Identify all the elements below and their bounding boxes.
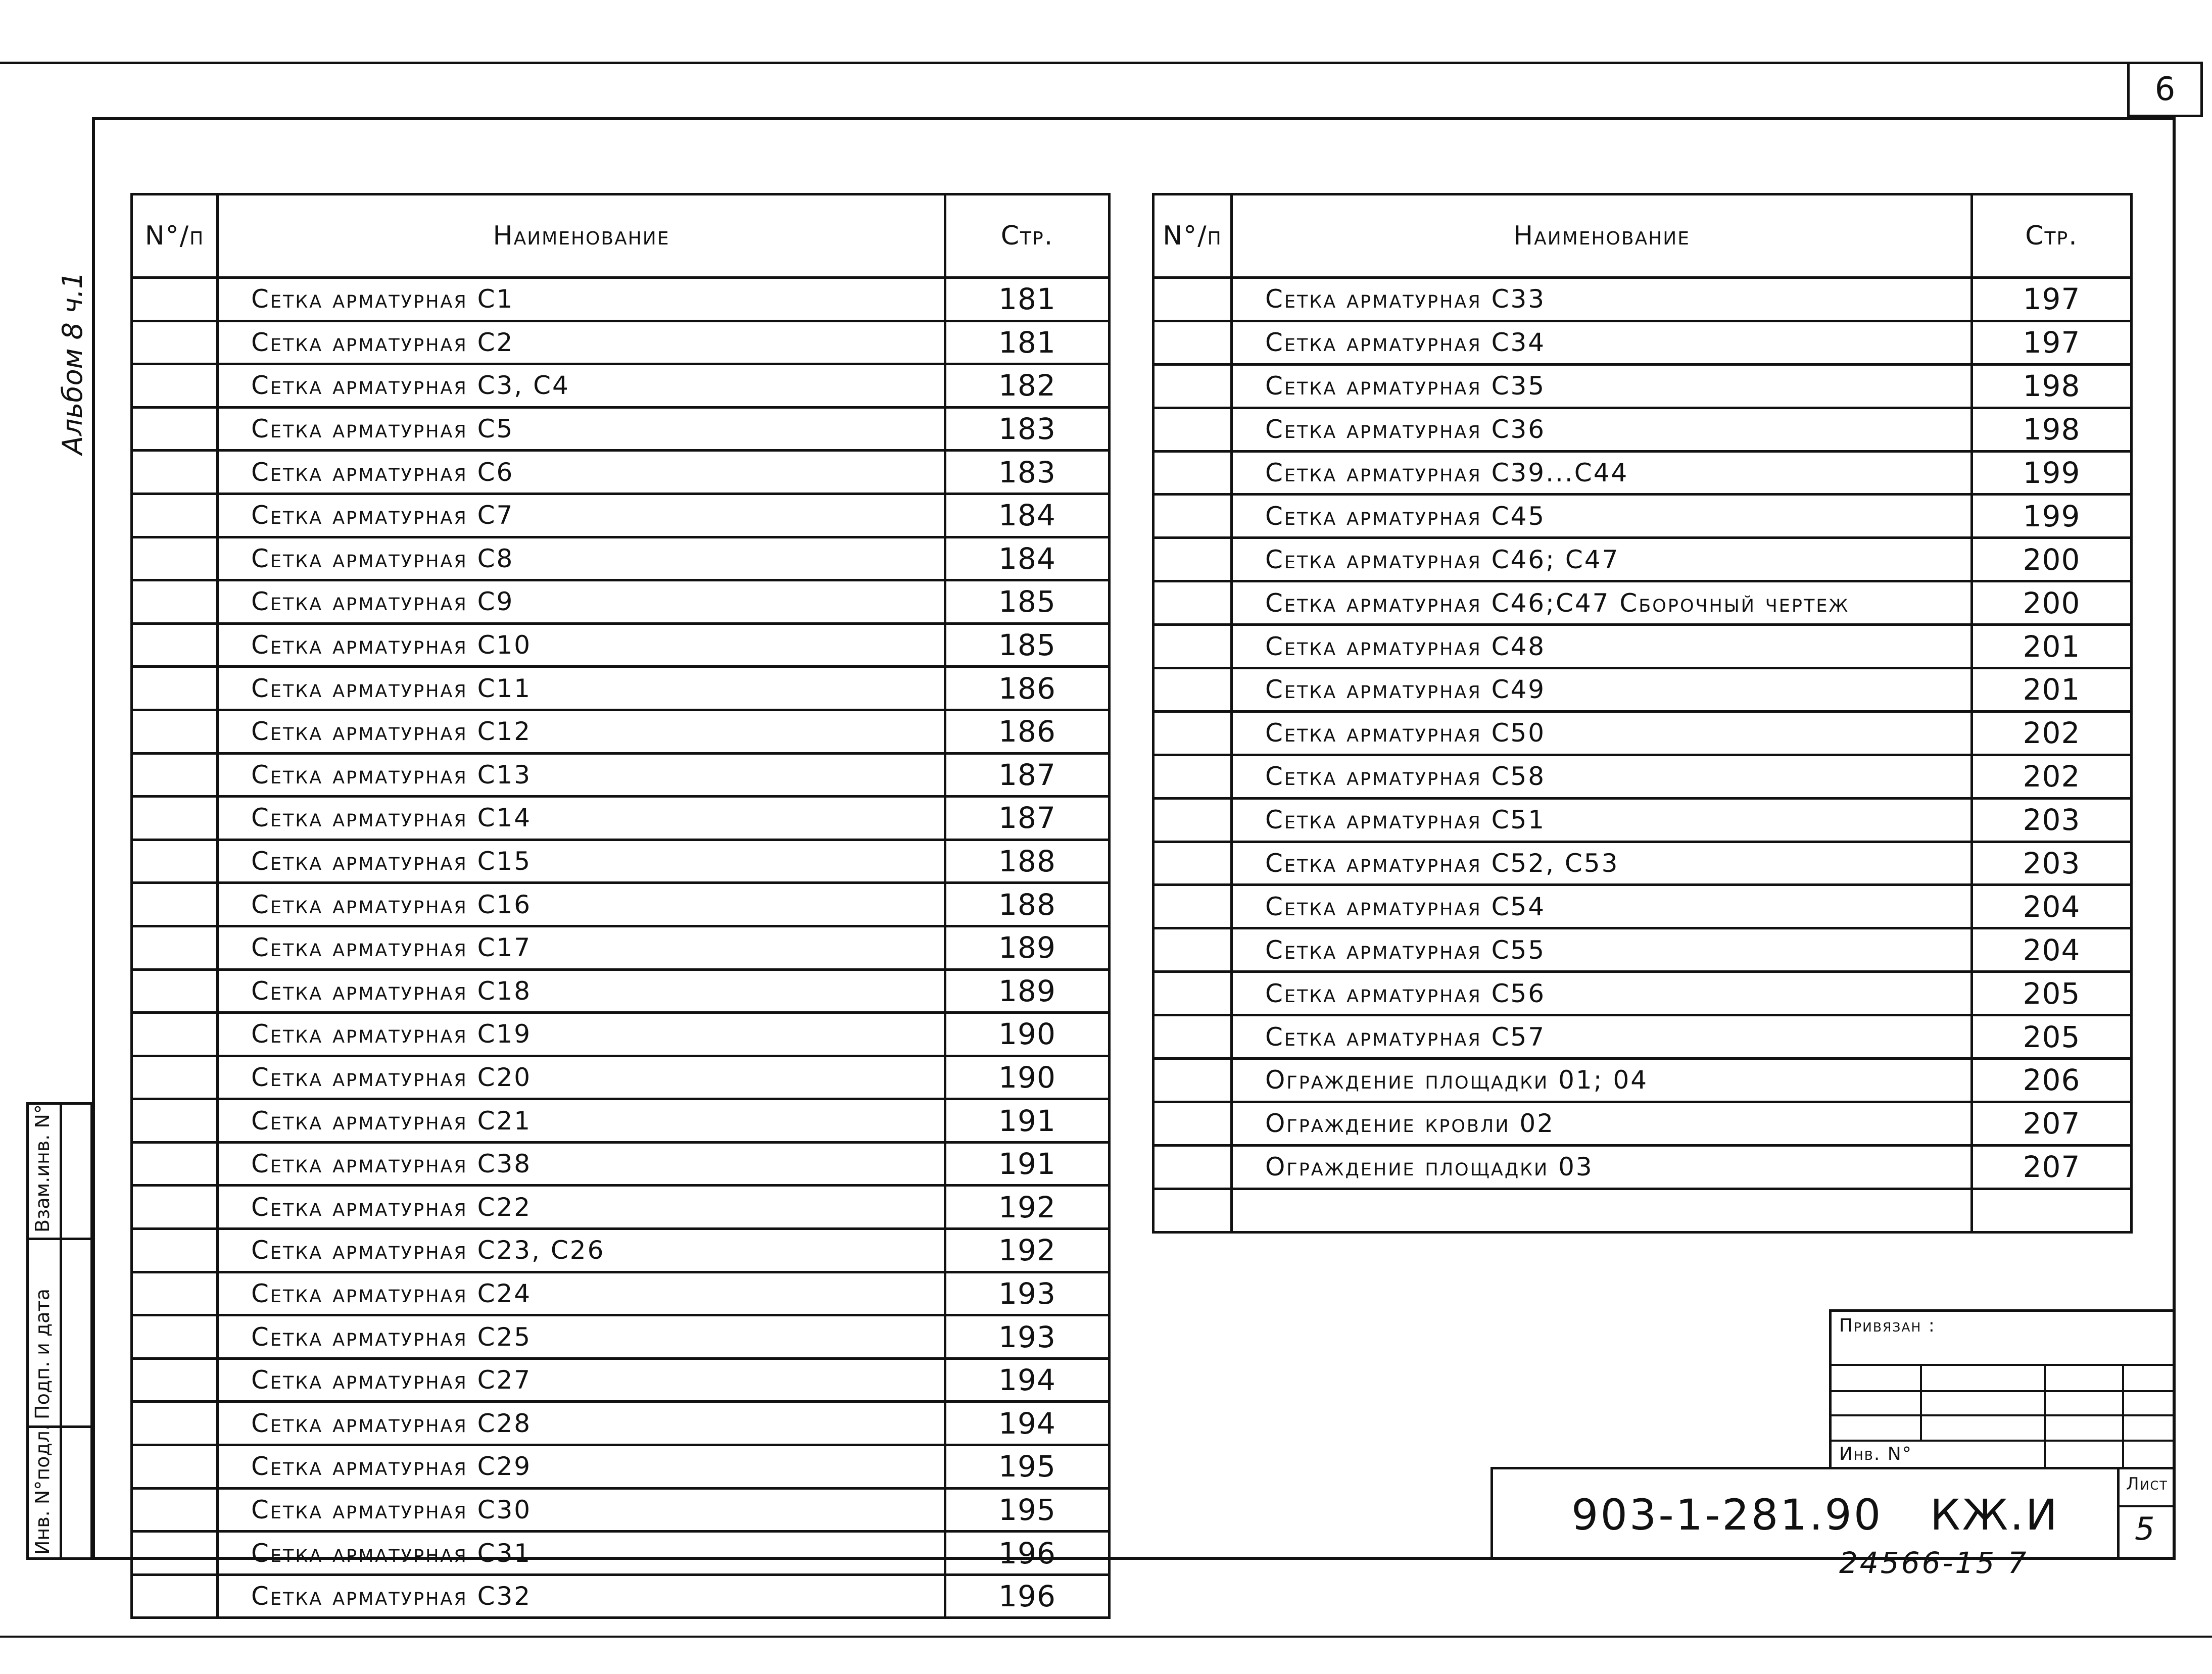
row-name: Сетка арматурная С27: [218, 1358, 945, 1402]
table-header-row: [1153, 194, 2132, 278]
row-page: 183: [945, 451, 1110, 494]
row-number-cell: [1153, 278, 1232, 321]
row-page: 199: [1972, 451, 2132, 495]
table-row: [132, 1402, 1110, 1445]
row-page: 191: [945, 1142, 1110, 1186]
table-row: [132, 1574, 1110, 1618]
row-name: Сетка арматурная С48: [1232, 625, 1972, 668]
row-page: 199: [1972, 495, 2132, 538]
table-row: [1153, 885, 2132, 928]
row-number-cell: [132, 840, 218, 883]
row-number-cell: [132, 623, 218, 667]
row-name: Сетка арматурная С31: [218, 1532, 945, 1575]
row-page: 196: [945, 1532, 1110, 1575]
row-page: 187: [945, 753, 1110, 797]
row-name: Сетка арматурная С10: [218, 623, 945, 667]
table-row: [132, 1142, 1110, 1186]
table-row: [132, 883, 1110, 926]
row-name: Сетка арматурная С11: [218, 667, 945, 710]
row-name: Сетка арматурная С5: [218, 407, 945, 451]
row-name: Сетка арматурная С12: [218, 710, 945, 753]
row-page: 181: [945, 321, 1110, 364]
table-row: [1153, 625, 2132, 668]
row-number-cell: [1153, 451, 1232, 495]
row-name: Сетка арматурная С58: [1232, 755, 1972, 798]
row-name: Сетка арматурная С9: [218, 580, 945, 624]
contents-table-right: [1152, 193, 2133, 1234]
table-row: [132, 407, 1110, 451]
row-name: Сетка арматурная С56: [1232, 972, 1972, 1015]
row-page: 203: [1972, 798, 2132, 842]
row-page: 203: [1972, 842, 2132, 885]
table-row: [132, 840, 1110, 883]
row-name: Сетка арматурная С6: [218, 451, 945, 494]
row-name: Сетка арматурная С52, С53: [1232, 842, 1972, 885]
row-name: Сетка арматурная С46; С47: [1232, 538, 1972, 581]
row-page: 189: [945, 926, 1110, 969]
row-name: Сетка арматурная С32: [218, 1574, 945, 1618]
row-name: Сетка арматурная С8: [218, 537, 945, 580]
row-page: 201: [1972, 668, 2132, 712]
table-header-row: [132, 194, 1110, 278]
table-row: [1153, 495, 2132, 538]
row-page: 189: [945, 969, 1110, 1013]
row-name: Ограждение площадки 01; 04: [1232, 1059, 1972, 1102]
row-name: Сетка арматурная С13: [218, 753, 945, 797]
inventory-stamp: 24566-15 7: [1839, 1546, 2029, 1580]
table-row: [132, 1488, 1110, 1532]
row-name: Сетка арматурная С3, С4: [218, 364, 945, 408]
row-number-cell: [1153, 755, 1232, 798]
row-name: Сетка арматурная С18: [218, 969, 945, 1013]
row-number-cell: [132, 797, 218, 840]
row-number-cell: [1153, 408, 1232, 451]
row-name: Сетка арматурная С24: [218, 1272, 945, 1315]
table-row: [132, 494, 1110, 537]
row-name: [1232, 1189, 1972, 1232]
header-num: N°/п: [132, 194, 218, 278]
row-name: Сетка арматурная С50: [1232, 711, 1972, 755]
row-number-cell: [132, 926, 218, 969]
table-row: [1153, 1102, 2132, 1145]
row-name: Сетка арматурная С16: [218, 883, 945, 926]
table-row: [1153, 1145, 2132, 1189]
vzam-inv-label: Взам.инв. N°: [31, 1104, 54, 1233]
row-page: 205: [1972, 972, 2132, 1015]
row-number-cell: [1153, 1059, 1232, 1102]
row-number-cell: [1153, 538, 1232, 581]
row-number-cell: [132, 710, 218, 753]
row-number-cell: [1153, 972, 1232, 1015]
contents-table-left: [130, 193, 1111, 1619]
table-row: [1153, 972, 2132, 1015]
row-page: 194: [945, 1358, 1110, 1402]
table-row: [132, 451, 1110, 494]
table-row: [1153, 798, 2132, 842]
row-name: Сетка арматурная С23, С26: [218, 1229, 945, 1272]
top-border-line: [0, 62, 2127, 64]
table-row: [1153, 538, 2132, 581]
row-number-cell: [132, 1445, 218, 1489]
table-row: [132, 537, 1110, 580]
table-row: [132, 1532, 1110, 1575]
row-number-cell: [132, 1272, 218, 1315]
table-row: [132, 1099, 1110, 1143]
side-stamp-line: [26, 1238, 93, 1240]
row-page: 187: [945, 797, 1110, 840]
row-name: Сетка арматурная С57: [1232, 1015, 1972, 1059]
row-number-cell: [132, 321, 218, 364]
row-number-cell: [1153, 885, 1232, 928]
row-name: Сетка арматурная С55: [1232, 928, 1972, 972]
row-page: 195: [945, 1445, 1110, 1489]
title-block-vline: [1920, 1364, 1922, 1440]
row-name: Сетка арматурная С46;С47 Сборочный чертеж: [1232, 581, 1972, 625]
row-page: 192: [945, 1229, 1110, 1272]
table-row: [132, 623, 1110, 667]
inv-podl-label: Инв. N°подл.: [31, 1424, 54, 1555]
row-page: 181: [945, 278, 1110, 321]
row-number-cell: [132, 1186, 218, 1229]
row-name: Сетка арматурная С38: [218, 1142, 945, 1186]
table-row: [132, 1315, 1110, 1359]
title-block-vline: [2122, 1364, 2124, 1467]
row-name: Сетка арматурная С51: [1232, 798, 1972, 842]
row-name: Ограждение кровли 02: [1232, 1102, 1972, 1145]
table-row: [1153, 321, 2132, 364]
row-number-cell: [132, 537, 218, 580]
row-number-cell: [1153, 928, 1232, 972]
row-page: 184: [945, 494, 1110, 537]
row-number-cell: [1153, 668, 1232, 712]
row-number-cell: [1153, 1102, 1232, 1145]
row-number-cell: [132, 364, 218, 408]
row-number-cell: [132, 1099, 218, 1143]
row-number-cell: [132, 1358, 218, 1402]
row-name: Сетка арматурная С2: [218, 321, 945, 364]
podp-data-label: Подп. и дата: [31, 1289, 54, 1419]
document-code: 903-1-281.90: [1571, 1490, 1883, 1540]
row-number-cell: [132, 753, 218, 797]
table-row: [132, 969, 1110, 1013]
table-row: [132, 580, 1110, 624]
row-page: [1972, 1189, 2132, 1232]
row-number-cell: [132, 1488, 218, 1532]
row-page: 190: [945, 1013, 1110, 1056]
row-page: 206: [1972, 1059, 2132, 1102]
row-number-cell: [1153, 798, 1232, 842]
row-name: Сетка арматурная С25: [218, 1315, 945, 1359]
table-row: [1153, 842, 2132, 885]
privyazan-label: Привязан :: [1839, 1315, 1936, 1336]
row-page: 194: [945, 1402, 1110, 1445]
table-row: [1153, 408, 2132, 451]
row-name: Сетка арматурная С14: [218, 797, 945, 840]
row-number-cell: [132, 1013, 218, 1056]
table-row: [132, 1358, 1110, 1402]
table-row: [132, 1056, 1110, 1099]
row-page: 191: [945, 1099, 1110, 1143]
row-page: 182: [945, 364, 1110, 408]
row-page: 185: [945, 580, 1110, 624]
table-row: [132, 1186, 1110, 1229]
inv-label: Инв. N°: [1839, 1444, 1912, 1464]
row-page: 204: [1972, 928, 2132, 972]
row-number-cell: [1153, 1189, 1232, 1232]
side-stamp-divider: [60, 1102, 62, 1560]
row-name: Сетка арматурная С20: [218, 1056, 945, 1099]
table-row: [132, 667, 1110, 710]
header-page: Стр.: [945, 194, 1110, 278]
row-name: Сетка арматурная С17: [218, 926, 945, 969]
row-number-cell: [1153, 842, 1232, 885]
row-number-cell: [132, 451, 218, 494]
row-number-cell: [1153, 711, 1232, 755]
row-page: 200: [1972, 538, 2132, 581]
row-page: 192: [945, 1186, 1110, 1229]
table-row: [1153, 668, 2132, 712]
row-number-cell: [132, 407, 218, 451]
row-page: 198: [1972, 408, 2132, 451]
album-label: Альбом 8 ч.1: [57, 271, 88, 455]
row-number-cell: [1153, 1015, 1232, 1059]
sheet-value: 5: [2135, 1510, 2155, 1547]
row-number-cell: [132, 1532, 218, 1575]
table-row: [132, 1013, 1110, 1056]
table-row: [132, 1445, 1110, 1489]
title-block-sheet-divider: [2117, 1505, 2176, 1507]
document-mark: КЖ.И: [1930, 1490, 2059, 1540]
row-page: 197: [1972, 278, 2132, 321]
row-name: Сетка арматурная С29: [218, 1445, 945, 1489]
table-row: [132, 926, 1110, 969]
table-row: [132, 1229, 1110, 1272]
header-name: Наименование: [1232, 194, 1972, 278]
table-row: [132, 797, 1110, 840]
table-row: [132, 364, 1110, 408]
row-page: 186: [945, 667, 1110, 710]
row-name: Сетка арматурная С39...С44: [1232, 451, 1972, 495]
table-row: [1153, 581, 2132, 625]
row-name: Сетка арматурная С54: [1232, 885, 1972, 928]
table-row: [132, 753, 1110, 797]
row-name: Сетка арматурная С30: [218, 1488, 945, 1532]
row-page: 193: [945, 1315, 1110, 1359]
header-page: Стр.: [1972, 194, 2132, 278]
row-page: 183: [945, 407, 1110, 451]
row-number-cell: [132, 1142, 218, 1186]
row-number-cell: [132, 1402, 218, 1445]
row-name: Сетка арматурная С28: [218, 1402, 945, 1445]
row-number-cell: [1153, 625, 1232, 668]
row-name: Сетка арматурная С34: [1232, 321, 1972, 364]
row-page: 205: [1972, 1015, 2132, 1059]
row-page: 190: [945, 1056, 1110, 1099]
row-number-cell: [1153, 364, 1232, 408]
table-row: [132, 278, 1110, 321]
row-number-cell: [132, 1315, 218, 1359]
row-name: Сетка арматурная С15: [218, 840, 945, 883]
row-page: 200: [1972, 581, 2132, 625]
header-num: N°/п: [1153, 194, 1232, 278]
row-page: 188: [945, 840, 1110, 883]
row-number-cell: [132, 1056, 218, 1099]
row-page: 193: [945, 1272, 1110, 1315]
row-page: 184: [945, 537, 1110, 580]
table-row: [1153, 1015, 2132, 1059]
row-page: 195: [945, 1488, 1110, 1532]
table-row: [1153, 1059, 2132, 1102]
header-name: Наименование: [218, 194, 945, 278]
row-page: 207: [1972, 1102, 2132, 1145]
row-page: 207: [1972, 1145, 2132, 1189]
table-row: [1153, 711, 2132, 755]
row-page: 202: [1972, 711, 2132, 755]
table-row: [132, 1272, 1110, 1315]
row-number-cell: [1153, 581, 1232, 625]
row-name: Сетка арматурная С35: [1232, 364, 1972, 408]
row-page: 198: [1972, 364, 2132, 408]
row-number-cell: [1153, 495, 1232, 538]
row-name: Ограждение площадки 03: [1232, 1145, 1972, 1189]
row-number-cell: [132, 667, 218, 710]
row-number-cell: [132, 1229, 218, 1272]
row-number-cell: [1153, 321, 1232, 364]
row-page: 196: [945, 1574, 1110, 1618]
row-page: 188: [945, 883, 1110, 926]
row-page: 186: [945, 710, 1110, 753]
row-number-cell: [132, 969, 218, 1013]
row-name: Сетка арматурная С1: [218, 278, 945, 321]
row-name: Сетка арматурная С45: [1232, 495, 1972, 538]
table-row: [132, 710, 1110, 753]
row-page: 201: [1972, 625, 2132, 668]
table-row: [1153, 278, 2132, 321]
row-number-cell: [132, 1574, 218, 1618]
row-page: 204: [1972, 885, 2132, 928]
row-number-cell: [132, 278, 218, 321]
row-name: Сетка арматурная С7: [218, 494, 945, 537]
table-row: [132, 321, 1110, 364]
table-row: [1153, 364, 2132, 408]
row-name: Сетка арматурная С49: [1232, 668, 1972, 712]
row-name: Сетка арматурная С21: [218, 1099, 945, 1143]
table-row: [1153, 755, 2132, 798]
row-name: Сетка арматурная С22: [218, 1186, 945, 1229]
row-number-cell: [1153, 1145, 1232, 1189]
row-number-cell: [132, 494, 218, 537]
title-block-vline: [2044, 1364, 2046, 1467]
sheet-label: Лист: [2126, 1474, 2168, 1494]
page-number: 6: [2127, 62, 2203, 117]
row-name: Сетка арматурная С33: [1232, 278, 1972, 321]
row-page: 185: [945, 623, 1110, 667]
row-page: 197: [1972, 321, 2132, 364]
table-row: [1153, 928, 2132, 972]
row-page: 202: [1972, 755, 2132, 798]
table-row: [1153, 451, 2132, 495]
bottom-border-line: [0, 1636, 2212, 1638]
table-row: [1153, 1189, 2132, 1232]
row-number-cell: [132, 580, 218, 624]
row-name: Сетка арматурная С19: [218, 1013, 945, 1056]
row-number-cell: [132, 883, 218, 926]
row-name: Сетка арматурная С36: [1232, 408, 1972, 451]
